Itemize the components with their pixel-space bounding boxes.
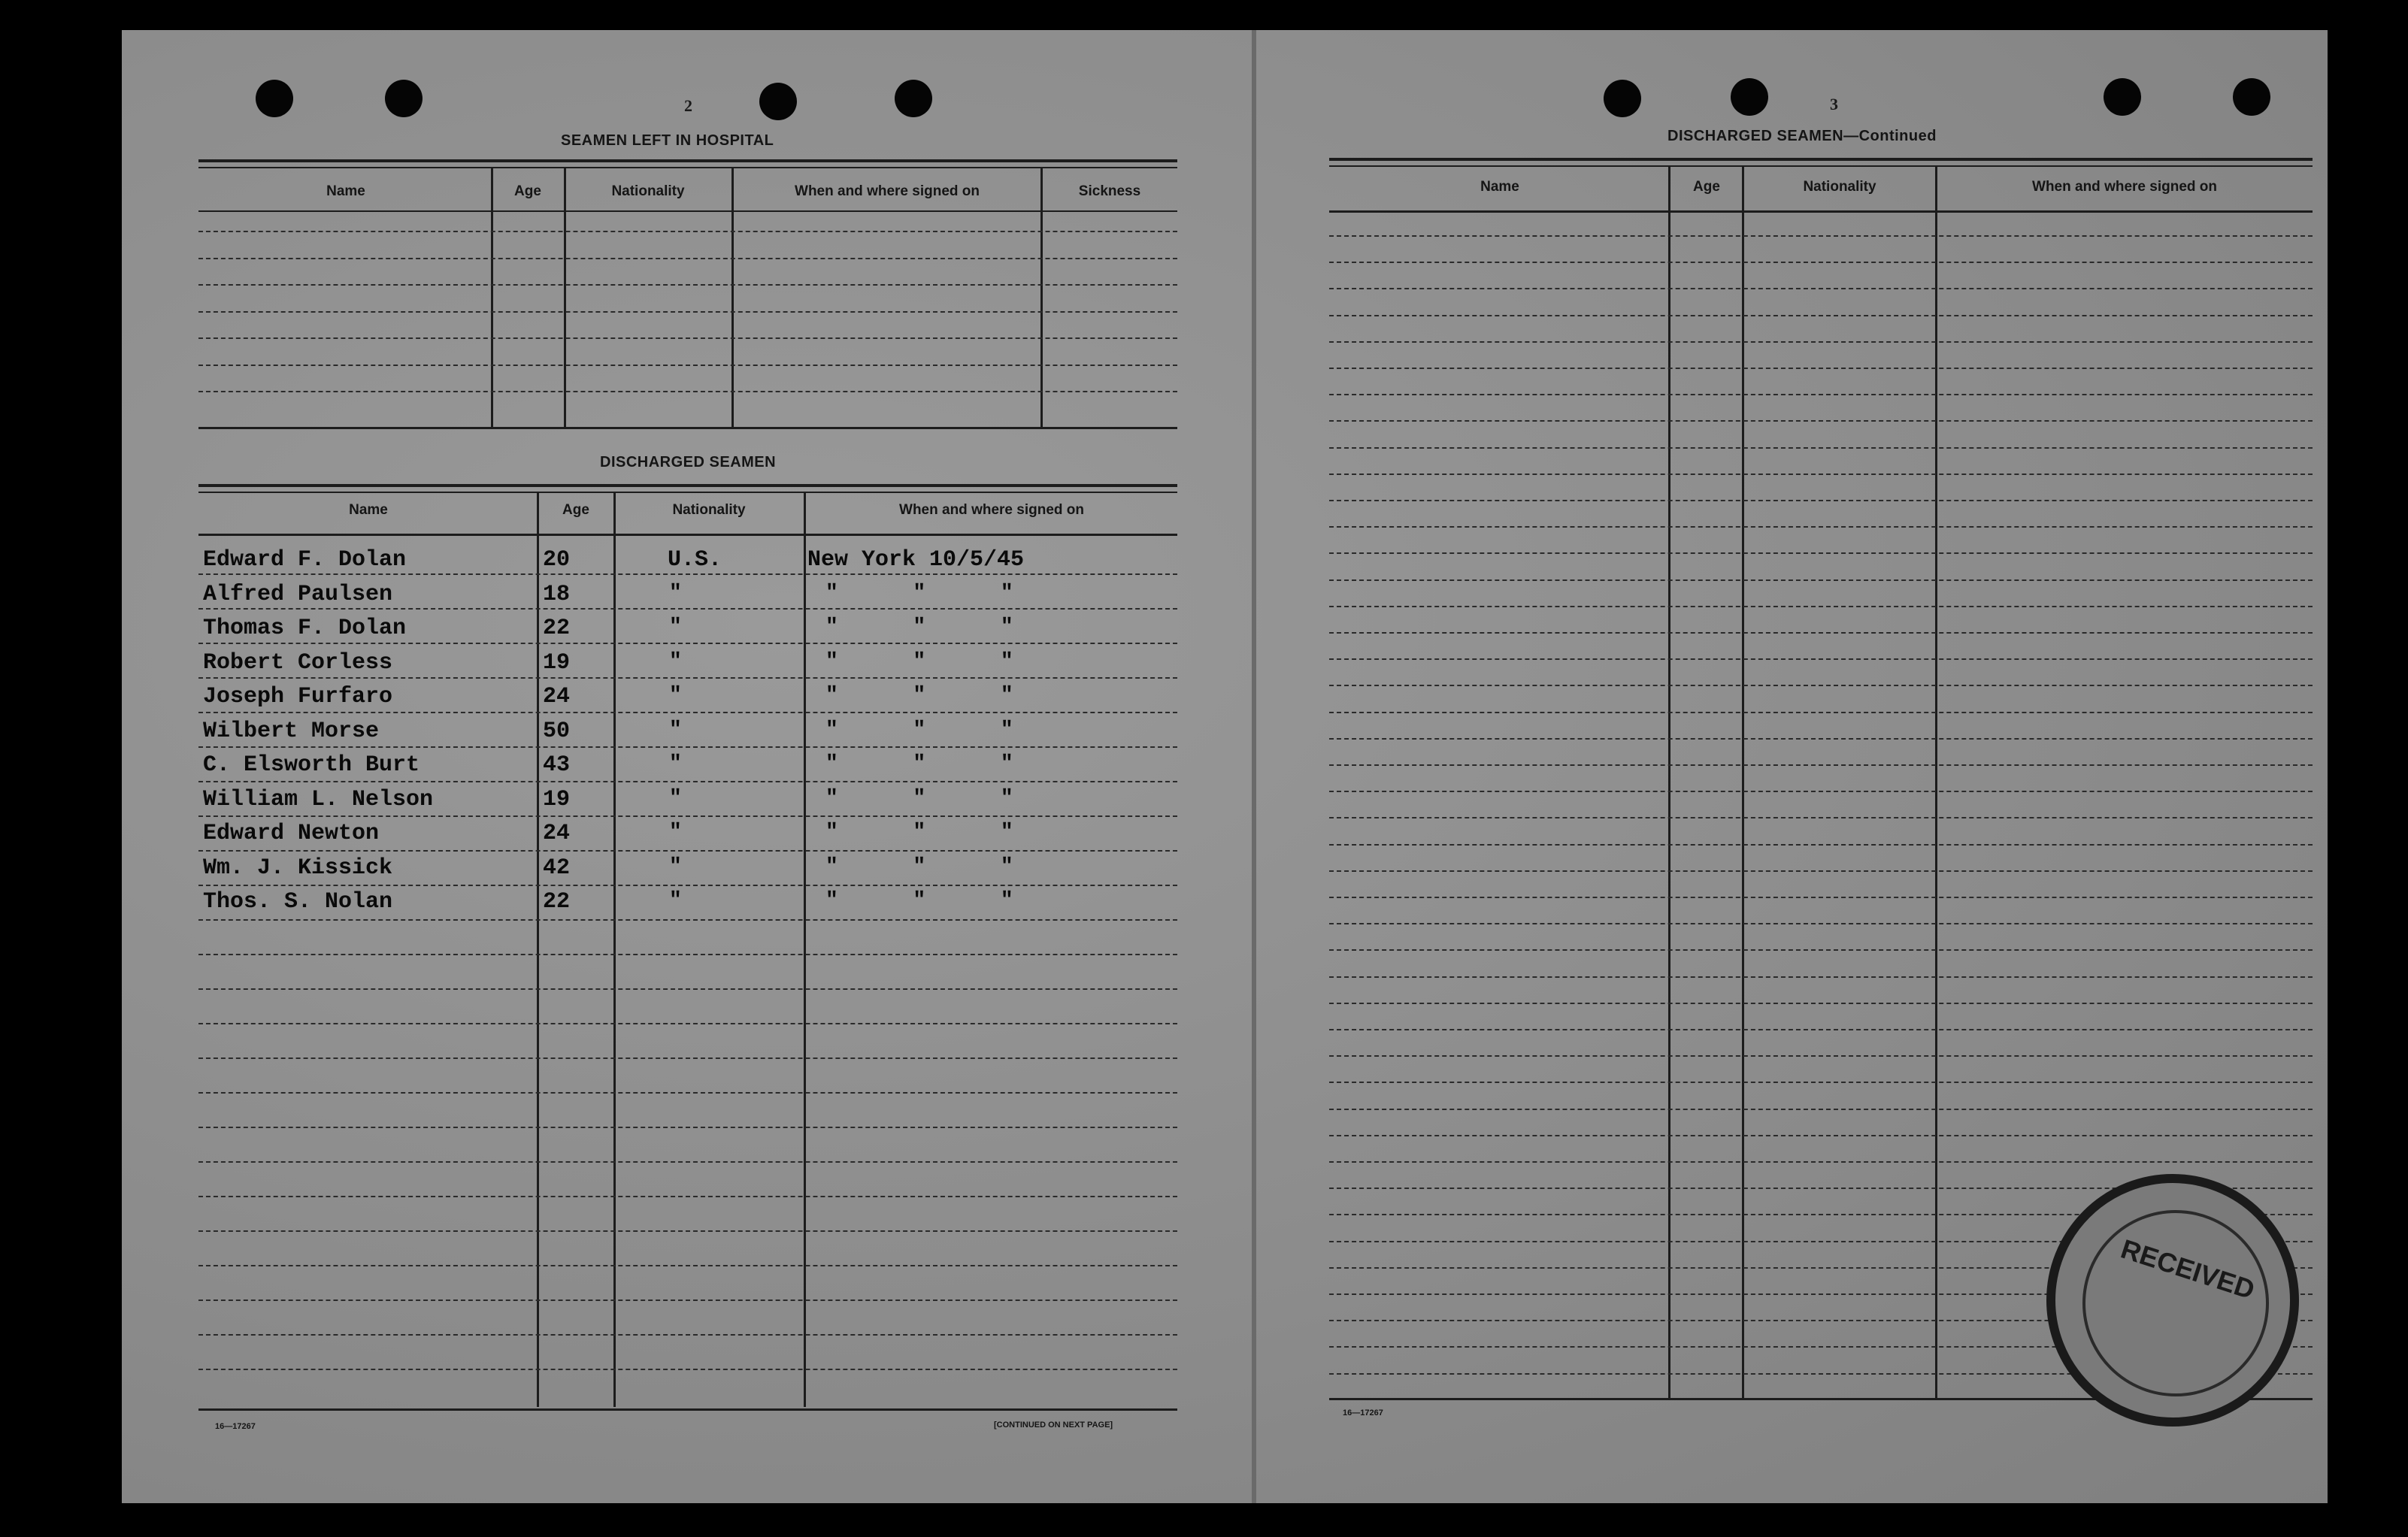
- seaman-name: Thomas F. Dolan: [203, 616, 407, 641]
- continued-note: [CONTINUED ON NEXT PAGE]: [994, 1421, 1113, 1430]
- seaman-signed-on: " " ": [825, 649, 1030, 673]
- seaman-signed-on: " " ": [825, 786, 1030, 810]
- rule: [198, 534, 1177, 536]
- rule: [198, 210, 1177, 212]
- ruled-line: [198, 815, 1177, 817]
- ruled-line: [198, 712, 1177, 713]
- seaman-age: 19: [543, 649, 571, 676]
- ruled-line: [1329, 447, 2313, 449]
- ruled-line: [198, 311, 1177, 313]
- seaman-name: William L. Nelson: [203, 786, 434, 812]
- seaman-name: Edward Newton: [203, 821, 380, 846]
- ruled-line: [1329, 632, 2313, 634]
- column-divider: [1935, 165, 1937, 1398]
- ruled-line: [198, 1127, 1177, 1128]
- seaman-signed-on: " " ": [825, 855, 1030, 879]
- ruled-line: [198, 1334, 1177, 1336]
- seaman-age: 24: [543, 821, 571, 846]
- discharged-header-age: Age: [562, 502, 589, 518]
- ruled-line: [1329, 844, 2313, 846]
- ruled-line: [198, 954, 1177, 955]
- ruled-line: [198, 231, 1177, 232]
- ruled-line: [198, 746, 1177, 748]
- ruled-line: [198, 284, 1177, 286]
- seaman-nationality: U.S.: [668, 547, 722, 573]
- column-divider: [613, 492, 616, 1407]
- hospital-header-name: Name: [326, 183, 365, 199]
- seaman-nationality: ": [669, 684, 682, 707]
- ruled-line: [198, 365, 1177, 366]
- ruled-line: [1329, 394, 2313, 395]
- ruled-line: [198, 1230, 1177, 1232]
- ruled-line: [1329, 1003, 2313, 1004]
- ruled-line: [198, 1369, 1177, 1370]
- column-divider: [731, 167, 734, 428]
- ruled-line: [198, 391, 1177, 392]
- ruled-line: [198, 608, 1177, 610]
- ruled-line: [198, 573, 1177, 575]
- ruled-line: [198, 643, 1177, 644]
- ruled-line: [198, 1023, 1177, 1024]
- rule: [198, 167, 1177, 168]
- ruled-line: [1329, 712, 2313, 713]
- ruled-line: [1329, 1109, 2313, 1110]
- seaman-name: Alfred Paulsen: [203, 581, 393, 607]
- ruled-line: [198, 885, 1177, 886]
- ruled-line: [198, 988, 1177, 990]
- ruled-line: [1329, 976, 2313, 978]
- ruled-line: [1329, 949, 2313, 951]
- column-divider: [1668, 165, 1670, 1398]
- seaman-age: 22: [543, 616, 571, 641]
- continued-header-nationality: Nationality: [1803, 179, 1876, 195]
- ruled-line: [1329, 500, 2313, 501]
- ruled-line: [1329, 288, 2313, 289]
- seaman-age: 18: [543, 581, 571, 607]
- rule: [1329, 210, 2313, 213]
- ruled-line: [1329, 341, 2313, 343]
- seaman-nationality: ": [669, 649, 682, 673]
- hospital-header-nationality: Nationality: [611, 183, 685, 199]
- continued-header-age: Age: [1693, 179, 1720, 195]
- ruled-line: [1329, 685, 2313, 686]
- ruled-line: [1329, 1161, 2313, 1163]
- seaman-nationality: ": [669, 889, 682, 912]
- ruled-line: [1329, 262, 2313, 263]
- continued-section-title: DISCHARGED SEAMEN—Continued: [1667, 128, 1937, 144]
- punch-hole: [1731, 78, 1768, 116]
- seaman-nationality: ": [669, 718, 682, 742]
- document-sheet: [122, 30, 2328, 1503]
- form-number-right: 16—17267: [1343, 1408, 1383, 1417]
- seaman-nationality: ": [669, 786, 682, 810]
- hospital-header-sickness: Sickness: [1078, 183, 1141, 199]
- ruled-line: [1329, 579, 2313, 581]
- ruled-line: [1329, 368, 2313, 369]
- received-stamp: [2046, 1174, 2299, 1427]
- continued-header-signed-on: When and where signed on: [2032, 179, 2217, 195]
- seaman-signed-on: New York 10/5/45: [807, 547, 1025, 573]
- punch-hole: [2233, 78, 2270, 116]
- seaman-name: Wilbert Morse: [203, 718, 380, 744]
- ruled-line: [1329, 764, 2313, 766]
- column-divider: [804, 492, 806, 1407]
- ruled-line: [198, 1057, 1177, 1059]
- column-divider: [1742, 165, 1744, 1398]
- column-divider: [491, 167, 493, 428]
- ruled-line: [1329, 870, 2313, 872]
- seaman-signed-on: " " ": [825, 752, 1030, 776]
- ruled-line: [1329, 526, 2313, 528]
- discharged-header-nationality: Nationality: [672, 502, 746, 518]
- ruled-line: [198, 1092, 1177, 1094]
- rule: [198, 1408, 1177, 1411]
- ruled-line: [1329, 1135, 2313, 1136]
- ruled-line: [1329, 658, 2313, 660]
- seaman-age: 20: [543, 547, 571, 573]
- ruled-line: [198, 677, 1177, 679]
- seaman-signed-on: " " ": [825, 616, 1030, 639]
- seaman-signed-on: " " ": [825, 718, 1030, 742]
- ruled-line: [1329, 420, 2313, 422]
- page-fold: [1252, 30, 1256, 1503]
- ruled-line: [198, 781, 1177, 782]
- ruled-line: [1329, 1055, 2313, 1057]
- punch-hole: [2104, 78, 2141, 116]
- ruled-line: [1329, 923, 2313, 924]
- ruled-line: [1329, 897, 2313, 898]
- seaman-age: 42: [543, 855, 571, 881]
- punch-hole: [256, 80, 293, 117]
- ruled-line: [1329, 606, 2313, 607]
- ruled-line: [198, 337, 1177, 339]
- ruled-line: [198, 1161, 1177, 1163]
- seaman-name: Thos. S. Nolan: [203, 889, 393, 915]
- punch-hole: [895, 80, 932, 117]
- rule: [1329, 165, 2313, 167]
- ruled-line: [1329, 791, 2313, 792]
- stamp-label: RECEIVED: [2117, 1233, 2259, 1306]
- continued-header-name: Name: [1480, 179, 1519, 195]
- ruled-line: [1329, 552, 2313, 554]
- punch-hole: [1604, 80, 1641, 117]
- discharged-section-title: DISCHARGED SEAMEN: [600, 454, 777, 470]
- seaman-nationality: ": [669, 752, 682, 776]
- seaman-age: 50: [543, 718, 571, 744]
- column-divider: [537, 492, 539, 1407]
- seaman-signed-on: " " ": [825, 821, 1030, 844]
- seaman-name: C. Elsworth Burt: [203, 752, 420, 778]
- ruled-line: [1329, 738, 2313, 740]
- seaman-age: 43: [543, 752, 571, 778]
- seaman-signed-on: " " ": [825, 889, 1030, 912]
- rule: [198, 159, 1177, 162]
- seaman-name: Joseph Furfaro: [203, 684, 393, 710]
- seaman-name: Robert Corless: [203, 649, 393, 676]
- seaman-name: Edward F. Dolan: [203, 547, 407, 573]
- form-number-left: 16—17267: [215, 1422, 256, 1431]
- page-number-left: 2: [684, 96, 692, 115]
- ruled-line: [1329, 1029, 2313, 1030]
- rule: [198, 484, 1177, 487]
- discharged-header-name: Name: [349, 502, 388, 518]
- seaman-age: 22: [543, 889, 571, 915]
- seaman-signed-on: " " ": [825, 581, 1030, 605]
- rule: [198, 492, 1177, 493]
- hospital-header-signed-on: When and where signed on: [795, 183, 980, 199]
- ruled-line: [198, 1196, 1177, 1197]
- seaman-nationality: ": [669, 581, 682, 605]
- ruled-line: [198, 1265, 1177, 1266]
- ruled-line: [1329, 315, 2313, 316]
- ruled-line: [1329, 474, 2313, 475]
- hospital-header-age: Age: [514, 183, 541, 199]
- rule: [1329, 158, 2313, 161]
- ruled-line: [198, 850, 1177, 852]
- column-divider: [1040, 167, 1043, 428]
- seaman-age: 24: [543, 684, 571, 710]
- ruled-line: [198, 258, 1177, 259]
- rule: [198, 427, 1177, 429]
- ruled-line: [1329, 235, 2313, 237]
- seaman-name: Wm. J. Kissick: [203, 855, 393, 881]
- seaman-nationality: ": [669, 855, 682, 879]
- column-divider: [564, 167, 566, 428]
- page-number-right: 3: [1830, 95, 1838, 113]
- discharged-header-signed-on: When and where signed on: [899, 502, 1084, 518]
- seaman-nationality: ": [669, 616, 682, 639]
- punch-hole: [385, 80, 423, 117]
- seaman-nationality: ": [669, 821, 682, 844]
- ruled-line: [198, 919, 1177, 921]
- ruled-line: [1329, 1082, 2313, 1083]
- hospital-section-title: SEAMEN LEFT IN HOSPITAL: [561, 132, 774, 149]
- ruled-line: [198, 1299, 1177, 1301]
- punch-hole: [759, 83, 797, 120]
- seaman-signed-on: " " ": [825, 684, 1030, 707]
- ruled-line: [1329, 817, 2313, 818]
- seaman-age: 19: [543, 786, 571, 812]
